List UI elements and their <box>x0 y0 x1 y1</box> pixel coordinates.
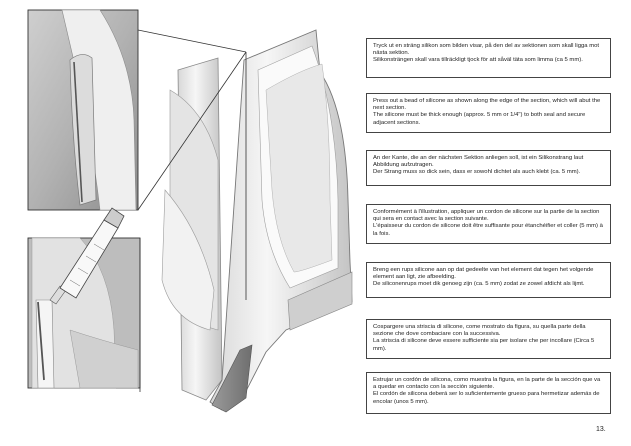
page-number: 13. <box>596 426 606 433</box>
instruction-french: Conformément à l'illustration, appliquer un cordon de silicone sur la partie de la section qui sera en contact avec la section suivante. L'épaisseur du cordon de silicone doit être suffisante pour étanchéifier et coller (5 mm) à la fois. <box>366 204 611 244</box>
instruction-dutch: Breng een rups silicone aan op dat gedeelte van het element dat tegen het volgende element aan ligt, zie afbeelding. De siliconenrups moet dik genoeg zijn (ca. 5 mm) zodat ze zowel afdicht als lijmt. <box>366 262 611 298</box>
closeup-inset-top <box>28 10 138 210</box>
instruction-english: Press out a bead of silicone as shown along the edge of the section, which will abut the next section. The silicone must be thick enough (approx. 5 mm or 1/4") to both seal and secure adjacent sections. <box>366 93 611 133</box>
instruction-italian: Cospargere una striscia di silicone, come mostrato da figura, su quella parte della sezione che dove combaciare con la successiva. La striscia di silicone deve essere sufficiente sia per isolare che per incollare (Circa 5 mm). <box>366 319 611 359</box>
urinal-section-rear <box>162 58 222 400</box>
instruction-spanish: Estrujar un cordón de silicona, como muestra la figura, en la parte de la sección que va a quedar en contacto con la sección siguiente. El cordón de silicona deberá ser lo suficientemente grueso para hermetizar además de encolar (unos 5 mm). <box>366 372 611 414</box>
instruction-german: An der Kante, die an der nächsten Sektion anliegen soll, ist ein Silikonstrang laut Abbildung aufzutragen. Der Strang muss so dick sein, dass er sowohl dichtet als auch klebt (ca. 5 mm). <box>366 150 611 186</box>
urinal-section-front <box>210 30 352 412</box>
instruction-swedish: Tryck ut en sträng silikon som bilden visar, på den del av sektionen som skall ligga mot nästa sektion. Silikonsträngen skall vara tillräckligt tjock för att såväl täta som limma (ca 5 mm). <box>366 38 611 78</box>
